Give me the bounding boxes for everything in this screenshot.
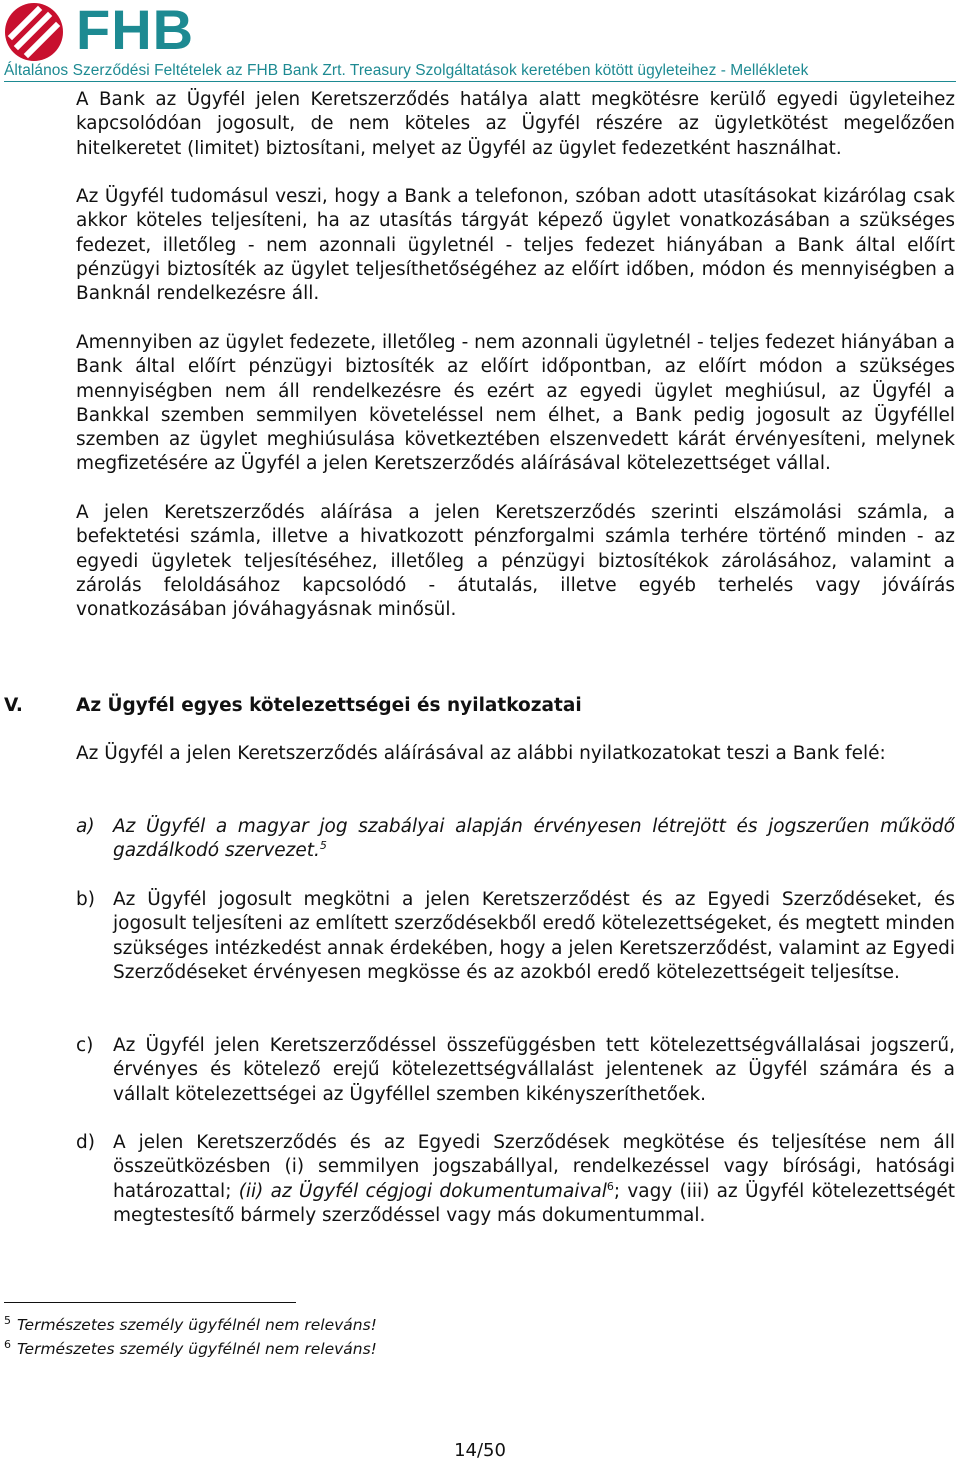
- logo-wordmark: FHB: [76, 0, 195, 61]
- list-item-label: c): [76, 1035, 94, 1056]
- paragraph-fedezet-hiany: Amennyiben az ügylet fedezete, illetőleg - nem azonnali ügyletnél - teljes fedezet hiányában a Bank által előírt pénzügyi biztosíték az előírt időpontban, az előírt módon a szükséges mennyiségben nem áll rendelkezésre és ezért az egyedi ügylet meghiúsul, az Ügyfél a Bankkal szemben semmilyen követeléssel nem élhet, a Bank pedig jogosult az Ügyféllel szemben az ügylet meghiúsulása következtében elszenvedett kárát érvényesíteni, melynek megfizetésére az Ügyfél a jelen Keretszerződés aláírásával kötelezettséget vállal.: [76, 331, 955, 475]
- footnote-number: 6: [4, 1338, 11, 1351]
- fhb-logo: [4, 2, 194, 62]
- list-item: [76, 1034, 955, 1107]
- page-number: 14/50: [454, 1440, 506, 1461]
- footnote: [4, 1316, 377, 1334]
- section-title: Az Ügyfél egyes kötelezettségei és nyilatkozatai: [76, 695, 582, 716]
- footnote-ref: 6: [606, 1179, 614, 1193]
- list-item-label: b): [76, 889, 95, 910]
- footnote-ref: 5: [319, 839, 327, 853]
- footnote-divider: [4, 1302, 296, 1303]
- footnote-number: 5: [4, 1314, 11, 1327]
- list-item-d-text-after: ; vagy (iii) az Ügyfél kötelezettségét megtestesítő bármely szerződéssel vagy más dokumentummal.: [113, 1180, 955, 1226]
- footnote: [4, 1340, 377, 1358]
- list-item-a-text: Az Ügyfél a magyar jog szabályai alapján érvényesen létrejött és jogszerűen működő gazdálkodó szervezet.: [113, 816, 955, 862]
- section-number: V.: [4, 695, 23, 716]
- fhb-logo-icon: [4, 2, 66, 62]
- list-item-text: [113, 1131, 955, 1228]
- footnote-text: Természetes személy ügyfélnél nem releváns!: [17, 1340, 377, 1358]
- list-item: [76, 888, 955, 985]
- section-intro-block: [76, 742, 955, 766]
- paragraph-szamla-terheles: A jelen Keretszerződés aláírása a jelen Keretszerződés szerinti elszámolási számla, a befektetési számla, illetve a hivatkozott pénzforgalmi számla terhére történő minden - az egyedi ügyletek teljesítéséhez, illetőleg a pénzügyi biztosítékok zárolásához, valamint a zárolás feloldásához kapcsolódó - átutalás, illetve egyéb terhelés vagy jóváírás vonatkozásában jóváhagyásnak minősül.: [76, 502, 955, 621]
- list-item-text: Az Ügyfél jogosult megkötni a jelen Keretszerződést és az Egyedi Szerződéseket, és jogosult teljesíteni az említett szerződésekből eredő kötelezettségeket, és megtett minden szükséges intézkedést annak érdekében, hogy a jelen Keretszerződést, valamint az Egyedi Szerződéseket érvényesen megkösse és az azokból eredő kötelezettségeit teljesítse.: [113, 889, 955, 983]
- section-intro: Az Ügyfél a jelen Keretszerződés aláírásával az alábbi nyilatkozatokat teszi a Bank felé:: [76, 743, 886, 764]
- body-text: [76, 88, 955, 623]
- list-item-label: d): [76, 1132, 95, 1153]
- list-item-d-text-italic: (ii) az Ügyfél cégjogi dokumentumaival: [238, 1180, 607, 1202]
- list-item: [76, 1131, 955, 1228]
- footnote-text: Természetes személy ügyfélnél nem releváns!: [17, 1316, 377, 1334]
- list-item-text: Az Ügyfél jelen Keretszerződéssel összefüggésben tett kötelezettségvállalásai jogszerű, érvényes és kötelező erejű kötelezettségvállalást jelentenek az Ügyfél számára és a vállalt kötelezettségei az Ügyféllel szemben kikényszeríthetőek.: [113, 1035, 955, 1105]
- paragraph-hitelkeret: A Bank az Ügyfél jelen Keretszerződés hatálya alatt megkötésre kerülő egyedi ügyleteihez kapcsolódóan jogosult, de nem köteles az Ügyfél részére az ügyletkötést megelőzően hitelkeretet (limitet) biztosítani, melyet az Ügyfél az ügylet fedezetként használhat.: [76, 89, 955, 159]
- paragraph-telefonos-utasitas: Az Ügyfél tudomásul veszi, hogy a Bank a telefonon, szóban adott utasításokat kizárólag csak akkor köteles teljesíteni, ha az utasítás tárgyát képező ügylet vonatkozásában a szükséges fedezet, illetőleg - nem azonnali ügyletnél - teljes fedezet hiányában a Bank által előírt pénzügyi biztosíték az ügylet teljesíthetőségéhez az előírt időben, módon és mennyiségben a Banknál rendelkezésre áll.: [76, 186, 955, 305]
- header-divider: [4, 81, 956, 82]
- list-item-d-text-before: A jelen Keretszerződés és az Egyedi Szerződések megkötése és teljesítése nem áll összeütközésben (i) semmilyen jogszabállyal, rendelkezéssel vagy bírósági, hatósági határozattal;: [113, 1132, 955, 1202]
- list-item: [76, 815, 955, 864]
- document-header: Általános Szerződési Feltételek az FHB Bank Zrt. Treasury Szolgáltatások keretében kötött ügyleteihez - Mellékletek: [4, 62, 809, 79]
- list-item-label: a): [76, 816, 95, 837]
- list-item-text: [113, 815, 955, 864]
